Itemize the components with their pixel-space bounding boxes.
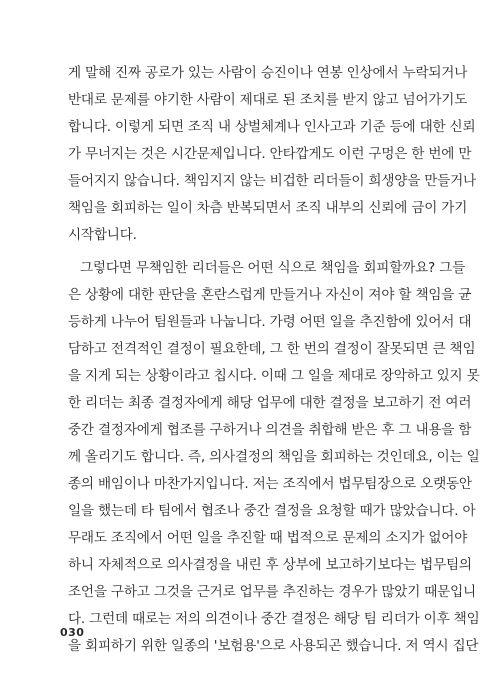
text-line: 을 회피하기 위한 일종의 '보험용'으로 사용되곤 했습니다. 저 역시 집단	[68, 638, 479, 654]
text-line: 그렇다면 무책임한 리더들은 어떤 식으로 책임을 회피할까요? 그들	[80, 260, 466, 276]
text-line: 중간 결정자에게 협조를 구하거나 의견을 취합해 받은 후 그 내용을 함	[68, 422, 472, 438]
text-line: 을 지게 되는 상황이라고 칩시다. 이때 그 일을 제대로 장악하고 있지 못	[68, 368, 480, 384]
text-line: 책임을 회피하는 일이 차츰 반복되면서 조직 내부의 신뢰에 금이 가기	[68, 200, 468, 216]
page-number: 030	[60, 626, 85, 639]
text-line: 께 올리기도 합니다. 즉, 의사결정의 책임을 회피하는 것인데요, 이는 일	[68, 449, 480, 465]
text-line: 담하고 전격적인 결정이 필요한데, 그 한 번의 결정이 잘못되면 큰 책임	[68, 341, 476, 357]
paragraph	[68, 60, 476, 249]
text-line: 가 무너지는 것은 시간문제입니다. 안타깝게도 이런 구멍은 한 번에 만	[68, 146, 472, 162]
text-line: 합니다. 이렇게 되면 조직 내 상벌체계나 인사고과 기준 등에 대한 신뢰	[68, 119, 476, 135]
paragraph	[68, 255, 480, 660]
text-line: 반대로 문제를 야기한 사람이 제대로 된 조치를 받지 않고 넘어가기도	[68, 92, 468, 108]
body-text	[68, 60, 480, 660]
text-line: 등하게 나누어 팀원들과 나눕니다. 가령 어떤 일을 추진함에 있어서 대	[68, 314, 472, 330]
text-line: 무래도 조직에서 어떤 일을 추진할 때 법적으로 문제의 소지가 없어야	[68, 530, 468, 546]
text-line: 하니 자체적으로 의사결정을 내린 후 상부에 보고하기보다는 법무팀의	[68, 557, 472, 573]
text-line: 한 리더는 최종 결정자에게 해당 업무에 대한 결정을 보고하기 전 여러	[68, 395, 472, 411]
text-line: 게 말해 진짜 공로가 있는 사람이 승진이나 연봉 인상에서 누락되거나	[68, 65, 468, 81]
text-line: 들어지지 않습니다. 책임지지 않는 비겁한 리더들이 희생양을 만들거나	[68, 173, 476, 189]
text-line: 조언을 구하고 그것을 근거로 업무를 추진하는 경우가 많았기 때문입니	[68, 584, 476, 600]
text-line: 은 상황에 대한 판단을 혼란스럽게 만들거나 자신이 져야 할 책임을 균	[68, 287, 472, 303]
text-line: 다. 그런데 때로는 저의 의견이나 중간 결정은 해당 팀 리더가 이후 책임	[68, 611, 480, 627]
text-line: 시작합니다.	[68, 227, 137, 243]
text-line: 종의 배임이나 마찬가지입니다. 저는 조직에서 법무팀장으로 오랫동안	[68, 476, 472, 492]
text-line: 일을 했는데 타 팀에서 협조나 중간 결정을 요청할 때가 많았습니다. 아	[68, 503, 476, 519]
